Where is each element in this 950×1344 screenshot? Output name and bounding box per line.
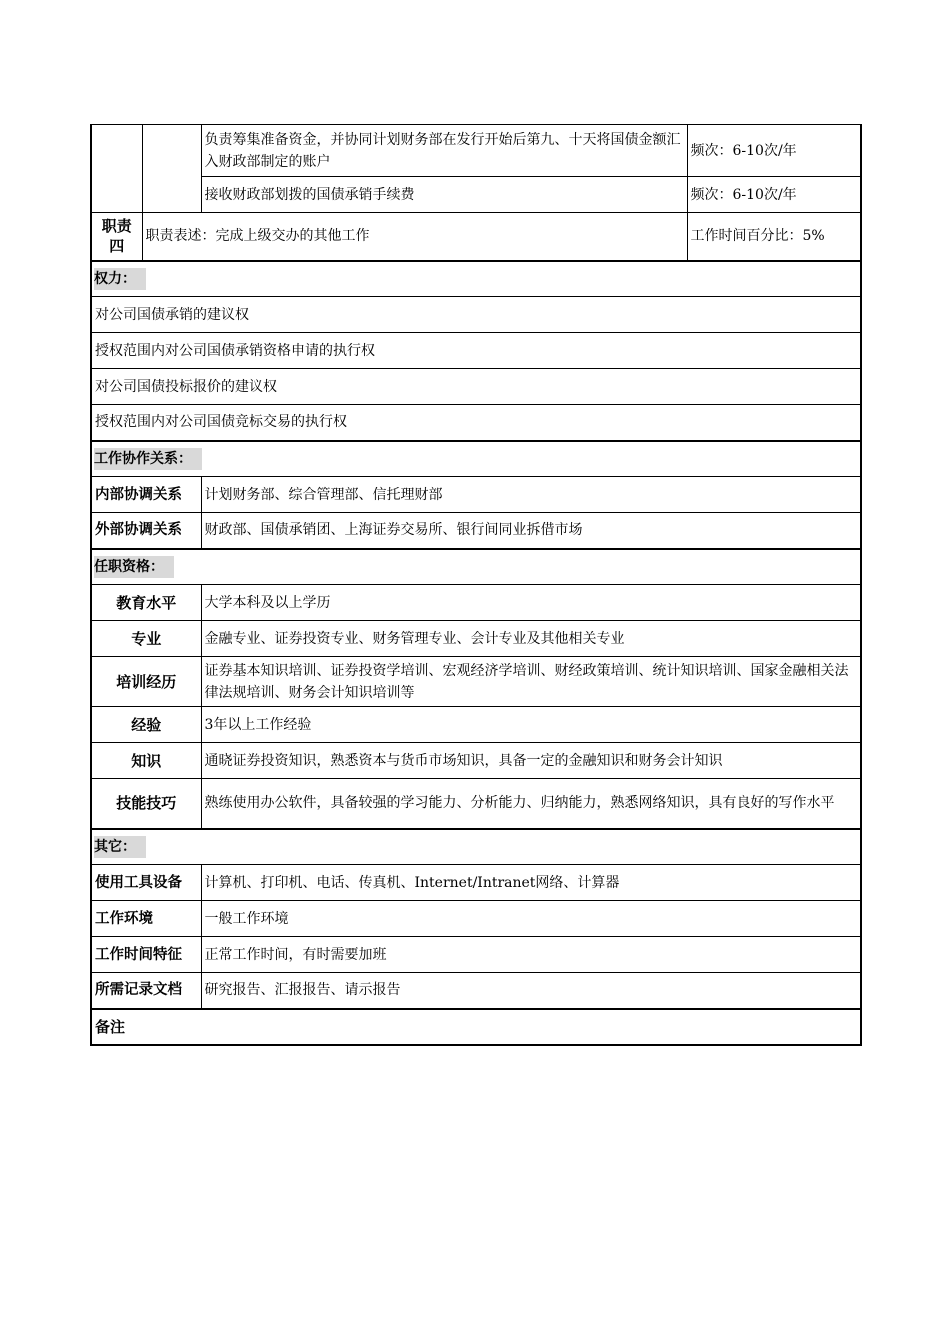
authority-item <box>91 333 861 369</box>
authority-header-row <box>91 261 861 297</box>
qualification-value: 通晓证券投资知识，熟悉资本与货币市场知识，具备一定的金融知识和财务会计知识 <box>201 743 861 779</box>
internal-relations-label: 内部协调关系 <box>91 477 201 513</box>
other-row <box>91 973 861 1009</box>
other-label: 工作时间特征 <box>91 937 201 973</box>
other-row <box>91 865 861 901</box>
other-label: 使用工具设备 <box>91 865 201 901</box>
qualification-value: 熟练使用办公软件，具备较强的学习能力、分析能力、归纳能力，熟悉网络知识，具有良好的写作水平 <box>201 779 861 829</box>
qualification-row <box>91 621 861 657</box>
qualification-value: 3年以上工作经验 <box>201 707 861 743</box>
other-header-row <box>91 829 861 865</box>
other-row <box>91 901 861 937</box>
authority-item-text: 对公司国债承销的建议权 <box>91 297 861 333</box>
other-value: 研究报告、汇报报告、请示报告 <box>201 973 861 1009</box>
duty4-time-percentage: 工作时间百分比：5% <box>687 213 861 261</box>
internal-relations-value: 计划财务部、综合管理部、信托理财部 <box>201 477 861 513</box>
duty3-task-text: 接收财政部划拨的国债承销手续费 <box>201 177 687 213</box>
qualification-label: 培训经历 <box>91 657 201 707</box>
other-value: 一般工作环境 <box>201 901 861 937</box>
duty3-row-2 <box>91 177 861 213</box>
remarks-row <box>91 1009 861 1045</box>
relations-header: 工作协作关系： <box>94 448 202 470</box>
qualification-row <box>91 585 861 621</box>
qualification-row <box>91 779 861 829</box>
relations-header-row <box>91 441 861 477</box>
duty3-label-cell <box>91 125 142 213</box>
qualifications-header: 任职资格： <box>94 556 174 578</box>
job-description-table <box>90 124 862 1046</box>
duty4-description: 职责表述：完成上级交办的其他工作 <box>142 213 687 261</box>
other-value: 计算机、打印机、电话、传真机、Internet/Intranet网络、计算器 <box>201 865 861 901</box>
qualification-label: 教育水平 <box>91 585 201 621</box>
duty4-label: 职责四 <box>91 213 142 261</box>
authority-item <box>91 369 861 405</box>
qualifications-header-row <box>91 549 861 585</box>
external-relations-row <box>91 513 861 549</box>
remarks-label: 备注 <box>91 1009 861 1045</box>
other-value: 正常工作时间，有时需要加班 <box>201 937 861 973</box>
external-relations-label: 外部协调关系 <box>91 513 201 549</box>
qualification-label: 技能技巧 <box>91 779 201 829</box>
authority-item <box>91 405 861 441</box>
other-label: 所需记录文档 <box>91 973 201 1009</box>
other-row <box>91 937 861 973</box>
internal-relations-row <box>91 477 861 513</box>
qualification-label: 专业 <box>91 621 201 657</box>
qualification-value: 金融专业、证券投资专业、财务管理专业、会计专业及其他相关专业 <box>201 621 861 657</box>
qualification-value: 大学本科及以上学历 <box>201 585 861 621</box>
qualification-row <box>91 707 861 743</box>
other-label: 工作环境 <box>91 901 201 937</box>
qualification-value: 证券基本知识培训、证券投资学培训、宏观经济学培训、财经政策培训、统计知识培训、国家金融相关法律法规培训、财务会计知识培训等 <box>201 657 861 707</box>
qualification-row <box>91 743 861 779</box>
duty3-sub-cell <box>142 125 201 213</box>
authority-item <box>91 297 861 333</box>
duty3-task-frequency: 频次：6-10次/年 <box>687 177 861 213</box>
duty4-row <box>91 213 861 261</box>
duty3-task-text: 负责筹集准备资金，并协同计划财务部在发行开始后第九、十天将国债金额汇入财政部制定的账户 <box>201 125 687 177</box>
other-header: 其它： <box>94 836 146 858</box>
authority-item-text: 授权范围内对公司国债承销资格申请的执行权 <box>91 333 861 369</box>
authority-header: 权力： <box>94 268 146 290</box>
qualification-label: 经验 <box>91 707 201 743</box>
duty3-task-frequency: 频次：6-10次/年 <box>687 125 861 177</box>
duty3-row-1 <box>91 125 861 177</box>
authority-item-text: 授权范围内对公司国债竞标交易的执行权 <box>91 405 861 441</box>
qualification-label: 知识 <box>91 743 201 779</box>
qualification-row <box>91 657 861 707</box>
authority-item-text: 对公司国债投标报价的建议权 <box>91 369 861 405</box>
external-relations-value: 财政部、国债承销团、上海证券交易所、银行间同业拆借市场 <box>201 513 861 549</box>
